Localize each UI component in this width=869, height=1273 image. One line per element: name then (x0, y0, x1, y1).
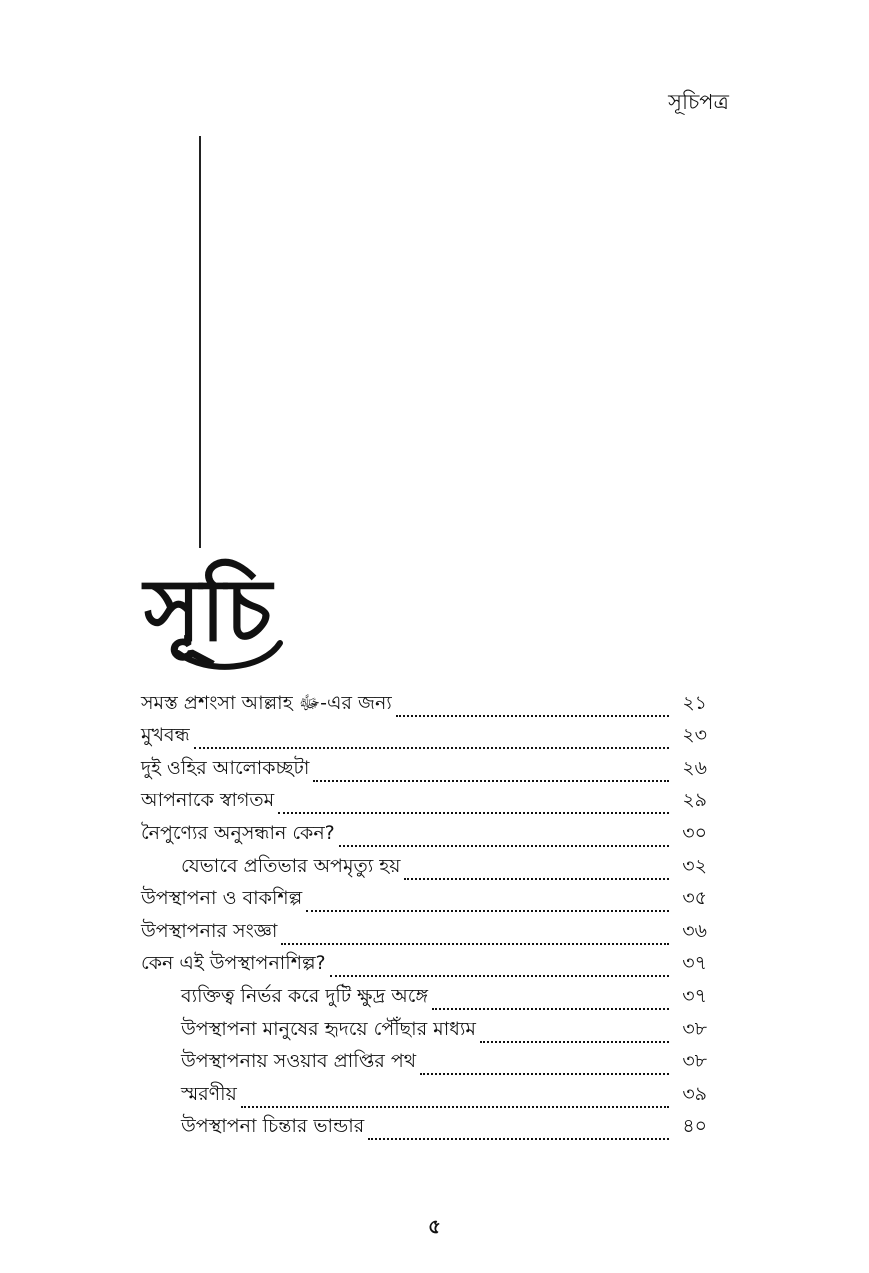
decorative-vertical-line (199, 136, 201, 548)
toc-entry[interactable] (141, 916, 707, 949)
toc-entry[interactable] (141, 818, 707, 851)
dot-leader (396, 715, 669, 717)
toc-entry[interactable] (141, 753, 707, 786)
toc-subentry[interactable] (141, 1112, 707, 1145)
toc-entry-page: ৪০ (682, 1115, 707, 1138)
title-text: সূচি (144, 560, 272, 661)
toc-entry-label: উপস্থাপনায় সওয়াব প্রাপ্তির পথ (181, 1050, 417, 1073)
dot-leader (339, 845, 669, 847)
toc-subentry[interactable] (141, 851, 707, 884)
dot-leader (241, 1106, 669, 1108)
toc-entry-label: উপস্থাপনা ও বাকশিল্প (141, 887, 303, 910)
toc-entry-label: আপনাকে স্বাগতম (141, 789, 275, 812)
toc-entry[interactable] (141, 721, 707, 754)
toc-entry-label: দুই ওহির আলোকচ্ছটা (141, 756, 310, 779)
toc-entry[interactable] (141, 949, 707, 982)
running-header: সূচিপত্র (668, 90, 729, 114)
toc-entry-page: ২৩ (682, 724, 707, 747)
toc-entry-page: ৩৯ (682, 1082, 707, 1105)
toc-subentry[interactable] (141, 1079, 707, 1112)
toc-entry[interactable] (141, 884, 707, 917)
toc-entry-page: ২৯ (682, 789, 707, 812)
toc-entry-page: ৩৮ (682, 1050, 707, 1073)
toc-entry-label: ব্যক্তিত্ব নির্ভর করে দুটি ক্ষুদ্র অঙ্গে (181, 984, 428, 1007)
toc-entry-label: স্মরণীয় (181, 1082, 237, 1105)
calligraphic-title (138, 535, 288, 685)
toc-subentry[interactable] (141, 981, 707, 1014)
toc-entry-page: ২১ (682, 691, 707, 714)
toc-entry-label: উপস্থাপনা চিন্তার ভান্ডার (181, 1115, 365, 1138)
toc-entry[interactable] (141, 786, 707, 819)
dot-leader (420, 1073, 669, 1075)
table-of-contents (141, 688, 707, 1144)
toc-subentry[interactable] (141, 1014, 707, 1047)
toc-entry-label: নৈপুণ্যের অনুসন্ধান কেন? (141, 821, 335, 844)
dot-leader (432, 1008, 669, 1010)
dot-leader (480, 1041, 669, 1043)
page-number: ৫ (428, 1214, 441, 1238)
toc-entry-page: ৩৭ (682, 984, 707, 1007)
toc-entry-page: ২৬ (682, 756, 707, 779)
toc-entry-page: ৩২ (682, 854, 707, 877)
dot-leader (313, 780, 669, 782)
dot-leader (281, 943, 669, 945)
toc-entry-label: কেন এই উপস্থাপনাশিল্প? (141, 952, 326, 975)
toc-entry-label: উপস্থাপনা মানুষের হৃদয়ে পৌঁছার মাধ্যম (181, 1017, 476, 1040)
toc-entry-label: উপস্থাপনার সংজ্ঞা (141, 919, 278, 942)
dot-leader (306, 910, 669, 912)
toc-entry-label: সমস্ত প্রশংসা আল্লাহ ﷻ-এর জন্য (141, 691, 392, 714)
dot-leader (330, 975, 669, 977)
toc-entry-label: যেভাবে প্রতিভার অপমৃত্যু হয় (181, 854, 401, 877)
toc-entry-page: ৩৬ (682, 919, 707, 942)
toc-entry-page: ৩৭ (682, 952, 707, 975)
dot-leader (368, 1138, 669, 1140)
toc-subentry[interactable] (141, 1047, 707, 1080)
dot-leader (404, 878, 669, 880)
toc-entry-label: মুখবন্ধ (141, 724, 190, 747)
toc-entry-page: ৩৮ (682, 1017, 707, 1040)
toc-entry[interactable] (141, 688, 707, 721)
dot-leader (278, 812, 669, 814)
toc-entry-page: ৩৫ (682, 887, 707, 910)
dot-leader (194, 747, 669, 749)
toc-entry-page: ৩০ (682, 821, 707, 844)
